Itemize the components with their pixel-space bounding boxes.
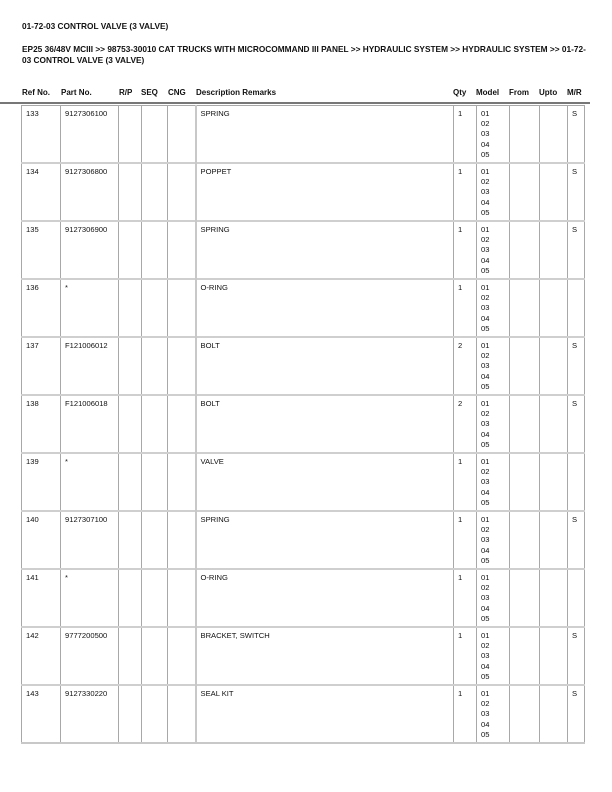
model-code: 01: [481, 573, 490, 582]
from-cell: [510, 337, 540, 395]
from-cell: [510, 569, 540, 627]
model-code: 03: [481, 709, 490, 719]
model-code: 03: [481, 129, 490, 139]
model-code: 02: [481, 351, 490, 361]
seq-cell: [142, 337, 168, 395]
model-code: 01: [481, 167, 490, 176]
part-no: 9127306800: [61, 163, 119, 221]
part-no: *: [61, 279, 119, 337]
part-no: F121006012: [61, 337, 119, 395]
model-code: 03: [481, 593, 490, 603]
upto-cell: [540, 395, 568, 453]
mr-cell: [568, 453, 585, 511]
table-row: [22, 106, 585, 164]
model-code: 04: [481, 661, 490, 671]
from-cell: [510, 627, 540, 685]
mr-cell: S: [568, 685, 585, 743]
seq-cell: [142, 453, 168, 511]
model-code: 02: [481, 235, 490, 245]
qty: 1: [454, 163, 477, 221]
seq-cell: [142, 106, 168, 164]
header-rp: R/P: [119, 88, 133, 97]
header-part-no: Part No.: [61, 88, 92, 97]
mr-cell: S: [568, 163, 585, 221]
seq-cell: [142, 221, 168, 279]
model-code: 02: [481, 467, 490, 477]
seq-cell: [142, 279, 168, 337]
model-list: [477, 685, 510, 743]
table-row: [22, 163, 585, 221]
mr-cell: S: [568, 511, 585, 569]
table-row: [22, 511, 585, 569]
rp-cell: [119, 163, 142, 221]
model-code: 05: [481, 265, 490, 275]
rp-cell: [119, 627, 142, 685]
model-code: 04: [481, 197, 490, 207]
cng-cell: [168, 106, 196, 164]
cng-cell: [168, 221, 196, 279]
model-code: 04: [481, 139, 490, 149]
model-code: 01: [481, 631, 490, 640]
cng-cell: [168, 511, 196, 569]
model-code: 02: [481, 583, 490, 593]
mr-cell: S: [568, 106, 585, 164]
rp-cell: [119, 511, 142, 569]
model-code: 03: [481, 303, 490, 313]
cng-cell: [168, 627, 196, 685]
qty: 1: [454, 685, 477, 743]
from-cell: [510, 279, 540, 337]
model-list: [477, 569, 510, 627]
seq-cell: [142, 569, 168, 627]
model-code: 03: [481, 361, 490, 371]
part-no: 9127307100: [61, 511, 119, 569]
header-divider: [0, 102, 590, 104]
model-code: 04: [481, 255, 490, 265]
from-cell: [510, 685, 540, 743]
description: O-RING: [196, 569, 454, 627]
model-code: 01: [481, 283, 490, 292]
mr-cell: S: [568, 627, 585, 685]
model-code: 05: [481, 149, 490, 159]
model-code: 03: [481, 477, 490, 487]
rp-cell: [119, 569, 142, 627]
rp-cell: [119, 106, 142, 164]
qty: 1: [454, 453, 477, 511]
model-code: 02: [481, 119, 490, 129]
qty: 1: [454, 106, 477, 164]
header-cng: CNG: [168, 88, 186, 97]
model-code: 01: [481, 457, 490, 466]
description: VALVE: [196, 453, 454, 511]
table-row: [22, 279, 585, 337]
ref-no: 134: [22, 163, 61, 221]
header-seq: SEQ: [141, 88, 158, 97]
model-code: 05: [481, 323, 490, 333]
mr-cell: S: [568, 221, 585, 279]
upto-cell: [540, 569, 568, 627]
upto-cell: [540, 627, 568, 685]
model-list: [477, 453, 510, 511]
model-code: 02: [481, 409, 490, 419]
description: O-RING: [196, 279, 454, 337]
model-code: 04: [481, 487, 490, 497]
model-list: [477, 395, 510, 453]
table-row: [22, 337, 585, 395]
upto-cell: [540, 279, 568, 337]
header-description: Description Remarks: [196, 88, 277, 97]
qty: 1: [454, 279, 477, 337]
model-code: 04: [481, 603, 490, 613]
model-code: 01: [481, 225, 490, 234]
model-code: 03: [481, 535, 490, 545]
seq-cell: [142, 395, 168, 453]
seq-cell: [142, 163, 168, 221]
model-list: [477, 221, 510, 279]
ref-no: 140: [22, 511, 61, 569]
model-list: [477, 337, 510, 395]
from-cell: [510, 106, 540, 164]
part-no: *: [61, 453, 119, 511]
model-code: 05: [481, 613, 490, 623]
model-code: 04: [481, 313, 490, 323]
upto-cell: [540, 453, 568, 511]
part-no: 9127306100: [61, 106, 119, 164]
qty: 1: [454, 221, 477, 279]
model-code: 03: [481, 419, 490, 429]
model-code: 01: [481, 109, 490, 118]
from-cell: [510, 163, 540, 221]
model-code: 03: [481, 187, 490, 197]
cng-cell: [168, 453, 196, 511]
upto-cell: [540, 511, 568, 569]
model-code: 05: [481, 381, 490, 391]
upto-cell: [540, 337, 568, 395]
model-code: 05: [481, 671, 490, 681]
cng-cell: [168, 395, 196, 453]
description: BRACKET, SWITCH: [196, 627, 454, 685]
model-list: [477, 106, 510, 164]
header-qty: Qty: [453, 88, 467, 97]
from-cell: [510, 395, 540, 453]
ref-no: 141: [22, 569, 61, 627]
model-list: [477, 627, 510, 685]
part-no: *: [61, 569, 119, 627]
table-row: [22, 569, 585, 627]
seq-cell: [142, 511, 168, 569]
model-code: 02: [481, 177, 490, 187]
ref-no: 142: [22, 627, 61, 685]
header-upto: Upto: [539, 88, 558, 97]
model-code: 02: [481, 525, 490, 535]
ref-no: 137: [22, 337, 61, 395]
parts-table: [21, 105, 585, 744]
description: SPRING: [196, 106, 454, 164]
from-cell: [510, 511, 540, 569]
model-code: 01: [481, 341, 490, 350]
table-row: [22, 221, 585, 279]
ref-no: 136: [22, 279, 61, 337]
model-code: 01: [481, 689, 490, 698]
table-header: [0, 88, 612, 98]
qty: 1: [454, 569, 477, 627]
model-code: 01: [481, 515, 490, 524]
description: SPRING: [196, 511, 454, 569]
model-code: 02: [481, 293, 490, 303]
rp-cell: [119, 395, 142, 453]
header-model: Model: [476, 88, 500, 97]
mr-cell: S: [568, 337, 585, 395]
ref-no: 139: [22, 453, 61, 511]
model-code: 05: [481, 729, 490, 739]
seq-cell: [142, 685, 168, 743]
rp-cell: [119, 221, 142, 279]
model-code: 05: [481, 497, 490, 507]
part-no: 9777200500: [61, 627, 119, 685]
rp-cell: [119, 685, 142, 743]
cng-cell: [168, 279, 196, 337]
from-cell: [510, 453, 540, 511]
model-list: [477, 279, 510, 337]
description: BOLT: [196, 337, 454, 395]
cng-cell: [168, 569, 196, 627]
description: SPRING: [196, 221, 454, 279]
rp-cell: [119, 453, 142, 511]
model-code: 05: [481, 555, 490, 565]
model-code: 01: [481, 399, 490, 408]
mr-cell: S: [568, 395, 585, 453]
description: BOLT: [196, 395, 454, 453]
seq-cell: [142, 627, 168, 685]
ref-no: 133: [22, 106, 61, 164]
table-row: [22, 685, 585, 743]
model-code: 05: [481, 207, 490, 217]
ref-no: 143: [22, 685, 61, 743]
model-list: [477, 163, 510, 221]
model-code: 02: [481, 641, 490, 651]
qty: 2: [454, 337, 477, 395]
header-from: From: [509, 88, 529, 97]
upto-cell: [540, 685, 568, 743]
part-no: F121006018: [61, 395, 119, 453]
mr-cell: [568, 279, 585, 337]
ref-no: 138: [22, 395, 61, 453]
model-code: 05: [481, 439, 490, 449]
qty: 2: [454, 395, 477, 453]
description: SEAL KIT: [196, 685, 454, 743]
header-ref-no: Ref No.: [22, 88, 50, 97]
model-code: 02: [481, 699, 490, 709]
model-list: [477, 511, 510, 569]
description: POPPET: [196, 163, 454, 221]
qty: 1: [454, 511, 477, 569]
upto-cell: [540, 163, 568, 221]
table-row: [22, 395, 585, 453]
model-code: 04: [481, 545, 490, 555]
model-code: 03: [481, 245, 490, 255]
cng-cell: [168, 163, 196, 221]
qty: 1: [454, 627, 477, 685]
rp-cell: [119, 279, 142, 337]
model-code: 04: [481, 429, 490, 439]
page-title: 01-72-03 CONTROL VALVE (3 VALVE): [22, 21, 169, 31]
upto-cell: [540, 221, 568, 279]
table-row: [22, 627, 585, 685]
ref-no: 135: [22, 221, 61, 279]
from-cell: [510, 221, 540, 279]
model-code: 04: [481, 371, 490, 381]
rp-cell: [119, 337, 142, 395]
mr-cell: [568, 569, 585, 627]
breadcrumb: EP25 36/48V MCIII >> 98753-30010 CAT TRUCKS WITH MICROCOMMAND III PANEL >> HYDRAULIC SYSTEM >> HYDRAULIC SYSTEM >> 01-72-03 CONTROL VALVE (3 VALVE): [22, 44, 586, 65]
model-code: 04: [481, 719, 490, 729]
cng-cell: [168, 685, 196, 743]
model-code: 03: [481, 651, 490, 661]
table-row: [22, 453, 585, 511]
upto-cell: [540, 106, 568, 164]
part-no: 9127330220: [61, 685, 119, 743]
cng-cell: [168, 337, 196, 395]
part-no: 9127306900: [61, 221, 119, 279]
header-mr: M/R: [567, 88, 582, 97]
